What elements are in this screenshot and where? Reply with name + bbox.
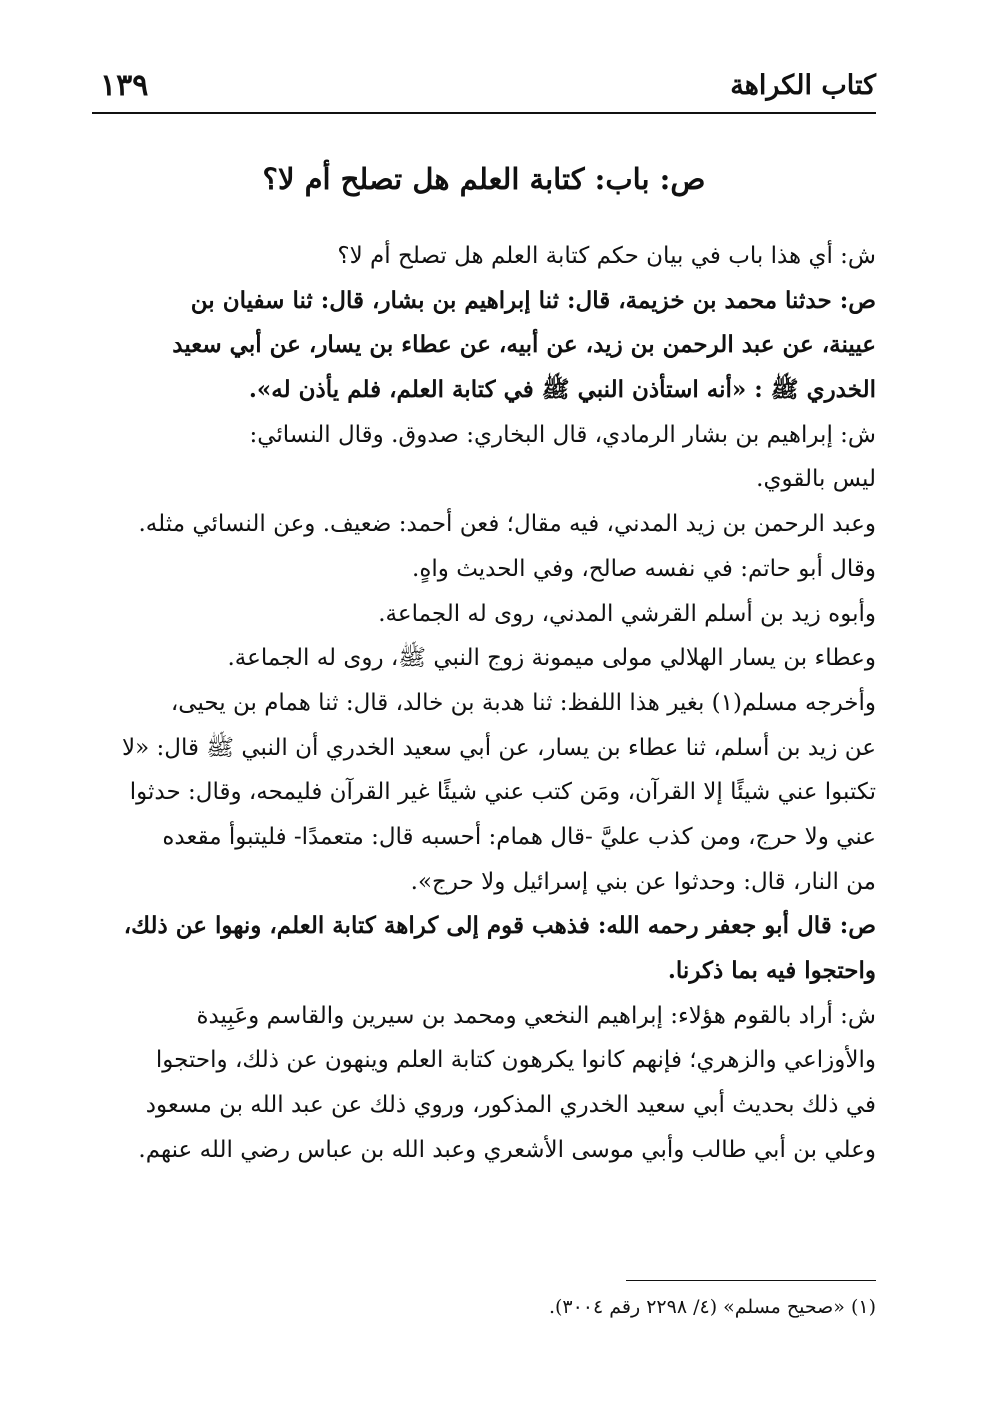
chapter-heading: ص: باب: كتابة العلم هل تصلح أم لا؟ (262, 162, 706, 196)
body-text (92, 234, 876, 1172)
footnote-rule (626, 1280, 876, 1281)
text-line: ليس بالقوي. (756, 466, 876, 493)
chapter-title: كتاب الكراهة (730, 70, 876, 101)
text-line: عيينة، عن عبد الرحمن بن زيد، عن أبيه، عن عطاء بن يسار، عن أبي سعيد (172, 331, 876, 359)
text-line: وقال أبو حاتم: في نفسه صالح، وفي الحديث واهٍ. (412, 555, 876, 582)
text-line: وعبد الرحمن بن زيد المدني، فيه مقال؛ فعن أحمد: ضعيف. وعن النسائي مثله. (138, 511, 876, 538)
running-header (100, 62, 876, 110)
text-line: ش: أي هذا باب في بيان حكم كتابة العلم هل تصلح أم لا؟ (337, 243, 876, 269)
text-line: عني ولا حرج، ومن كذب عليَّ -قال همام: أحسبه قال: متعمدًا- فليتبوأ مقعده (162, 823, 876, 850)
text-line: من النار، قال: وحدثوا عن بني إسرائيل ولا حرج». (410, 868, 876, 895)
text-line: عن زيد بن أسلم، ثنا عطاء بن يسار، عن أبي سعيد الخدري أن النبي ﷺ قال: «لا (121, 734, 876, 761)
footnote: (١) «صحيح مسلم» (٤/ ٢٢٩٨ رقم ٣٠٠٤). (548, 1296, 876, 1318)
text-line: والأوزاعي والزهري؛ فإنهم كانوا يكرهون كتابة العلم وينهون عن ذلك، واحتجوا (155, 1047, 876, 1074)
text-line: واحتجوا فيه بما ذكرنا. (667, 957, 876, 984)
text-line: تكتبوا عني شيئًا إلا القرآن، ومَن كتب عني شيئًا غير القرآن فليمحه، وقال: حدثوا (129, 779, 876, 806)
text-line: ص: حدثنا محمد بن خزيمة، قال: ثنا إبراهيم بن بشار، قال: ثنا سفيان بن (190, 286, 876, 314)
text-line: الخدري ﷺ : «أنه استأذن النبي ﷺ في كتابة العلم، فلم يأذن له». (248, 376, 876, 404)
text-line: وعطاء بن يسار الهلالي مولى ميمونة زوج النبي ﷺ، روى له الجماعة. (227, 645, 876, 672)
text-line: ش: إبراهيم بن بشار الرمادي، قال البخاري: صدوق. وقال النسائي: (249, 421, 876, 448)
text-line: وأبوه زيد بن أسلم القرشي المدني، روى له الجماعة. (378, 600, 876, 627)
page-number: ١٣٩ (100, 68, 149, 103)
text-line: وأخرجه مسلم(١) بغير هذا اللفظ: ثنا هدبة بن خالد، قال: ثنا همام بن يحيى، (170, 689, 876, 716)
text-line: ص: قال أبو جعفر رحمه الله: فذهب قوم إلى كراهة كتابة العلم، ونهوا عن ذلك، (123, 912, 876, 940)
text-line: وعلي بن أبي طالب وأبي موسى الأشعري وعبد الله بن عباس رضي الله عنهم. (138, 1136, 876, 1163)
text-line: في ذلك بحديث أبي سعيد الخدري المذكور، وروي ذلك عن عبد الله بن مسعود (145, 1092, 876, 1119)
text-line: ش: أراد بالقوم هؤلاء: إبراهيم النخعي ومحمد بن سيرين والقاسم وعَبِيدة (196, 1002, 876, 1029)
header-rule (92, 112, 876, 114)
